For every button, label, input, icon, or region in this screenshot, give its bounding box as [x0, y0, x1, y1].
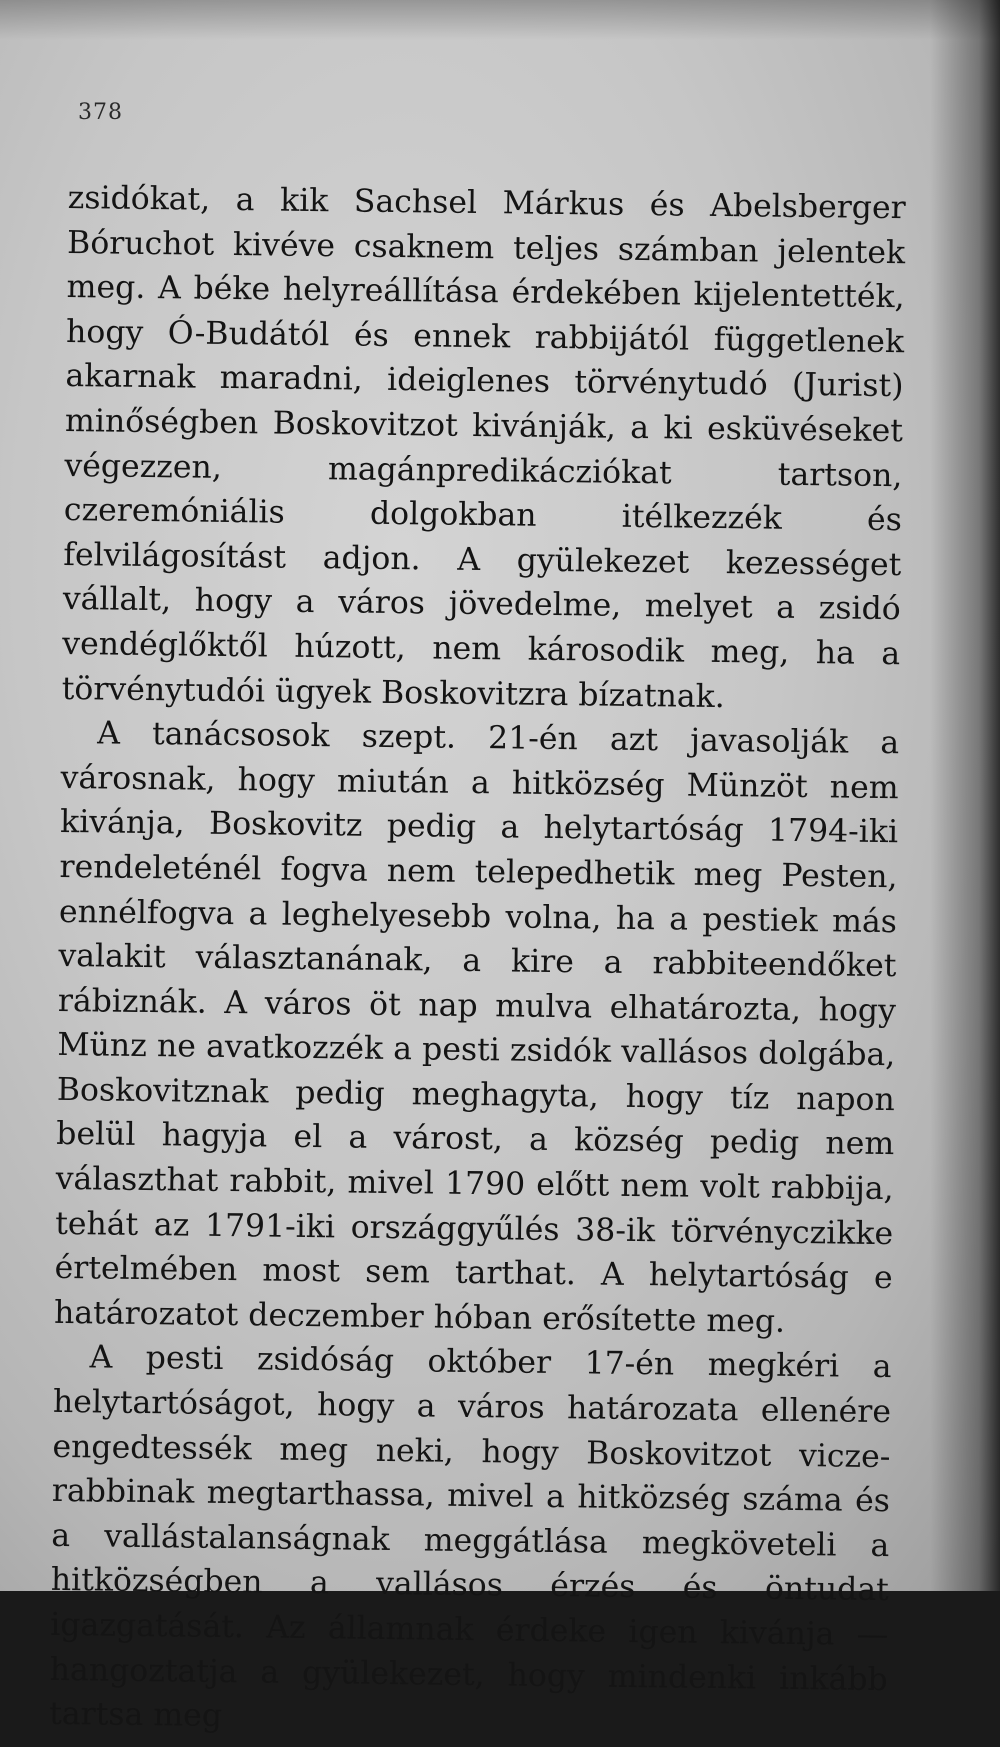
page-top-shadow — [0, 0, 1000, 40]
paragraph-1: zsidókat, a kik Sachsel Márkus és Abelsberger Bóruchot kivéve csaknem teljes számban jelentek meg. A béke helyreállítása érdekében kijelentették, hogy Ó-Budától és ennek rabbijától függetlenek akarnak maradni, ideiglenes törvénytudó (Jurist) minőségben Boskovitzot kivánják, a ki esküvéseket végezzen, magánpredikácziókat tartson, czeremóniális dolgokban itélkezzék és felvilágosítást adjon. A gyülekezet kezességet vállalt, hogy a város jövedelme, melyet a zsidó vendéglőktől húzott, nem károsodik meg, ha a törvénytudói ügyek Boskovitzra bízatnak. — [61, 179, 906, 715]
page-gutter-shadow — [930, 0, 1000, 1591]
paragraph-3: A pesti zsidóság október 17-én megkéri a helytartóságot, hogy a város határozata ellenére engedtessék meg neki, hogy Boskovitzot vicze-rabbinak megtarthassa, mivel a hitközség száma és a vallástalanságnak meggátlása megköveteli a hitközségben a vallásos érzés és öntudat igazgatását. Az államnak érdeke igen kivánja — hangoztatja a gyülekezet, hogy mindenki inkább tartsa meg — [48, 1339, 892, 1735]
body-text — [49, 176, 906, 1747]
page-number: 378 — [78, 100, 123, 125]
paragraph-2: A tanácsosok szept. 21-én azt javasolják a városnak, hogy miután a hitközség Münzöt nem kivánja, Boskovitz pedig a helytartóság 1794-iki rendeleténél fogva nem telepedhetik meg Pesten, ennélfogva a leghelyesebb volna, ha a pestiek más valakit választanának, a kire a rabbiteendőket rábiznák. A város öt nap mulva elhatározta, hogy Münz ne avatkozzék a pesti zsidók vallásos dolgába, Boskovitznak pedig meghagyta, hogy tíz napon belül hagyja el a várost, a község pedig nem választhat rabbit, mivel 1790 előtt nem volt rabbija, tehát az 1791-iki országgyűlés 38-ik törvényczikke értelmében most sem tarthat. A helytartóság e határozatot deczember hóban erősítette meg. — [53, 715, 900, 1340]
